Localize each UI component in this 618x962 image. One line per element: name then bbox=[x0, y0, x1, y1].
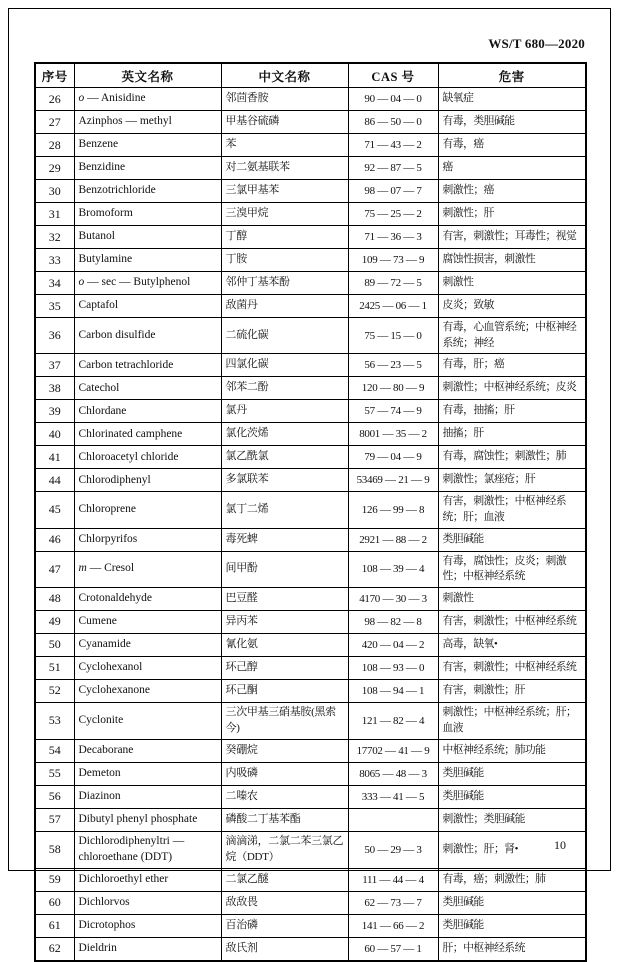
table-row bbox=[35, 88, 586, 111]
row-number-cell: 40 bbox=[35, 423, 74, 446]
chinese-name-cell: 间甲酚 bbox=[221, 551, 348, 587]
hazard-cell: 肝；中枢神经系统 bbox=[438, 937, 586, 961]
table-row bbox=[35, 446, 586, 469]
cas-number-cell: 92 — 87 — 5 bbox=[348, 157, 438, 180]
hazard-cell: 类胆碱能 bbox=[438, 785, 586, 808]
english-name-cell: Dicrotophos bbox=[74, 914, 221, 937]
hazard-cell: 类胆碱能 bbox=[438, 528, 586, 551]
chinese-name-cell: 四氯化碳 bbox=[221, 354, 348, 377]
row-number-cell: 54 bbox=[35, 739, 74, 762]
chinese-name-cell: 异丙苯 bbox=[221, 610, 348, 633]
row-number-cell: 50 bbox=[35, 633, 74, 656]
chinese-name-cell: 毒死蜱 bbox=[221, 528, 348, 551]
row-number-cell: 60 bbox=[35, 891, 74, 914]
table-row bbox=[35, 180, 586, 203]
table-row bbox=[35, 226, 586, 249]
hazard-cell: 刺激性 bbox=[438, 587, 586, 610]
chinese-name-cell: 敌菌丹 bbox=[221, 295, 348, 318]
english-name-cell: Dieldrin bbox=[74, 937, 221, 961]
row-number-cell: 35 bbox=[35, 295, 74, 318]
hazard-cell: 有害，刺激性；中枢神经系统；肝；血液 bbox=[438, 492, 586, 528]
hazard-cell: 皮炎；致敏 bbox=[438, 295, 586, 318]
column-header-4: 危害 bbox=[438, 63, 586, 88]
cas-number-cell: 57 — 74 — 9 bbox=[348, 400, 438, 423]
row-number-cell: 46 bbox=[35, 528, 74, 551]
table-row bbox=[35, 762, 586, 785]
chinese-name-cell: 癸硼烷 bbox=[221, 739, 348, 762]
english-name-cell: Captafol bbox=[74, 295, 221, 318]
chinese-name-cell: 氯丁二烯 bbox=[221, 492, 348, 528]
chinese-name-cell: 甲基谷硫磷 bbox=[221, 111, 348, 134]
english-name-cell: Benzotrichloride bbox=[74, 180, 221, 203]
hazard-cell: 有毒，腐蚀性；刺激性；肺 bbox=[438, 446, 586, 469]
chinese-name-cell: 氰化氨 bbox=[221, 633, 348, 656]
chinese-name-cell: 邻茴香胺 bbox=[221, 88, 348, 111]
table-row bbox=[35, 633, 586, 656]
hazard-cell: 有毒，心血管系统；中枢神经系统；神经 bbox=[438, 318, 586, 354]
hazard-cell: 腐蚀性损害，刺激性 bbox=[438, 249, 586, 272]
english-name-cell: Decaborane bbox=[74, 739, 221, 762]
cas-number-cell: 86 — 50 — 0 bbox=[348, 111, 438, 134]
cas-number-cell: 71 — 36 — 3 bbox=[348, 226, 438, 249]
cas-number-cell: 8065 — 48 — 3 bbox=[348, 762, 438, 785]
cas-number-cell: 98 — 82 — 8 bbox=[348, 610, 438, 633]
row-number-cell: 41 bbox=[35, 446, 74, 469]
cas-number-cell: 4170 — 30 — 3 bbox=[348, 587, 438, 610]
chinese-name-cell: 三溴甲烷 bbox=[221, 203, 348, 226]
english-name-cell: Dichloroethyl ether bbox=[74, 868, 221, 891]
cas-number-cell: 75 — 25 — 2 bbox=[348, 203, 438, 226]
row-number-cell: 57 bbox=[35, 808, 74, 831]
table-row bbox=[35, 203, 586, 226]
row-number-cell: 56 bbox=[35, 785, 74, 808]
english-name-cell: Dibutyl phenyl phosphate bbox=[74, 808, 221, 831]
english-name-cell: Cyclohexanone bbox=[74, 679, 221, 702]
hazard-cell: 有害，刺激性；中枢神经系统 bbox=[438, 656, 586, 679]
cas-number-cell: 60 — 57 — 1 bbox=[348, 937, 438, 961]
hazard-cell: 有毒，抽搐；肝 bbox=[438, 400, 586, 423]
cas-number-cell: 98 — 07 — 7 bbox=[348, 180, 438, 203]
english-name-cell: Catechol bbox=[74, 377, 221, 400]
cas-number-cell: 62 — 73 — 7 bbox=[348, 891, 438, 914]
cas-number-cell: 8001 — 35 — 2 bbox=[348, 423, 438, 446]
english-name-cell: Chlorpyrifos bbox=[74, 528, 221, 551]
cas-number-cell: 121 — 82 — 4 bbox=[348, 702, 438, 739]
english-name-cell: Chloroprene bbox=[74, 492, 221, 528]
row-number-cell: 55 bbox=[35, 762, 74, 785]
table-row bbox=[35, 937, 586, 961]
hazard-cell: 刺激性；癌 bbox=[438, 180, 586, 203]
chinese-name-cell: 环己醇 bbox=[221, 656, 348, 679]
row-number-cell: 45 bbox=[35, 492, 74, 528]
cas-number-cell: 108 — 94 — 1 bbox=[348, 679, 438, 702]
chinese-name-cell: 丁醇 bbox=[221, 226, 348, 249]
table-row bbox=[35, 400, 586, 423]
row-number-cell: 52 bbox=[35, 679, 74, 702]
cas-number-cell: 108 — 39 — 4 bbox=[348, 551, 438, 587]
table-row bbox=[35, 249, 586, 272]
table-row bbox=[35, 551, 586, 587]
cas-number-cell: 50 — 29 — 3 bbox=[348, 831, 438, 868]
english-name-cell: Cyclonite bbox=[74, 702, 221, 739]
english-name-cell: Benzene bbox=[74, 134, 221, 157]
row-number-cell: 53 bbox=[35, 702, 74, 739]
english-name-cell: Azinphos — methyl bbox=[74, 111, 221, 134]
english-name-cell: Bromoform bbox=[74, 203, 221, 226]
chinese-name-cell: 邻仲丁基苯酚 bbox=[221, 272, 348, 295]
cas-number-cell: 120 — 80 — 9 bbox=[348, 377, 438, 400]
cas-number-cell: 420 — 04 — 2 bbox=[348, 633, 438, 656]
english-name-cell: Chlordane bbox=[74, 400, 221, 423]
hazard-cell: 刺激性；类胆碱能 bbox=[438, 808, 586, 831]
hazard-cell: 类胆碱能 bbox=[438, 762, 586, 785]
hazard-cell: 有毒，癌 bbox=[438, 134, 586, 157]
table-row bbox=[35, 679, 586, 702]
cas-number-cell bbox=[348, 808, 438, 831]
chinese-name-cell: 内吸磷 bbox=[221, 762, 348, 785]
hazard-cell: 中枢神经系统；肺功能 bbox=[438, 739, 586, 762]
row-number-cell: 49 bbox=[35, 610, 74, 633]
english-name-cell: Benzidine bbox=[74, 157, 221, 180]
table-row bbox=[35, 157, 586, 180]
column-header-3: CAS 号 bbox=[348, 63, 438, 88]
hazard-cell: 刺激性 bbox=[438, 272, 586, 295]
english-name-cell: Demeton bbox=[74, 762, 221, 785]
cas-number-cell: 90 — 04 — 0 bbox=[348, 88, 438, 111]
hazard-cell: 有毒，腐蚀性；皮炎；刺激性；中枢神经系统 bbox=[438, 551, 586, 587]
table-row bbox=[35, 377, 586, 400]
row-number-cell: 47 bbox=[35, 551, 74, 587]
english-name-cell: Chlorodiphenyl bbox=[74, 469, 221, 492]
english-name-cell: Cumene bbox=[74, 610, 221, 633]
chinese-name-cell: 二氯乙醚 bbox=[221, 868, 348, 891]
english-name-cell: m — Cresol bbox=[74, 551, 221, 587]
row-number-cell: 30 bbox=[35, 180, 74, 203]
table-row bbox=[35, 111, 586, 134]
cas-number-cell: 89 — 72 — 5 bbox=[348, 272, 438, 295]
cas-number-cell: 126 — 99 — 8 bbox=[348, 492, 438, 528]
hazard-cell: 有害，刺激性；中枢神经系统 bbox=[438, 610, 586, 633]
chinese-name-cell: 百治磷 bbox=[221, 914, 348, 937]
table-row bbox=[35, 891, 586, 914]
table-row bbox=[35, 354, 586, 377]
english-name-cell: Crotonaldehyde bbox=[74, 587, 221, 610]
chinese-name-cell: 敌敌畏 bbox=[221, 891, 348, 914]
chinese-name-cell: 敌氏剂 bbox=[221, 937, 348, 961]
cas-number-cell: 75 — 15 — 0 bbox=[348, 318, 438, 354]
cas-number-cell: 17702 — 41 — 9 bbox=[348, 739, 438, 762]
english-name-cell: o — sec — Butylphenol bbox=[74, 272, 221, 295]
row-number-cell: 59 bbox=[35, 868, 74, 891]
cas-number-cell: 111 — 44 — 4 bbox=[348, 868, 438, 891]
row-number-cell: 51 bbox=[35, 656, 74, 679]
hazard-cell: 类胆碱能 bbox=[438, 891, 586, 914]
hazard-cell: 有害，刺激性；肝 bbox=[438, 679, 586, 702]
hazard-cell: 有毒，癌；刺激性；肺 bbox=[438, 868, 586, 891]
table-row bbox=[35, 914, 586, 937]
page-number: 10 bbox=[554, 838, 566, 852]
cas-number-cell: 53469 — 21 — 9 bbox=[348, 469, 438, 492]
english-name-cell: Chlorinated camphene bbox=[74, 423, 221, 446]
table-row bbox=[35, 610, 586, 633]
row-number-cell: 36 bbox=[35, 318, 74, 354]
hazard-cell: 有毒，类胆碱能 bbox=[438, 111, 586, 134]
chinese-name-cell: 氯化茨烯 bbox=[221, 423, 348, 446]
english-name-cell: Cyanamide bbox=[74, 633, 221, 656]
row-number-cell: 34 bbox=[35, 272, 74, 295]
cas-number-cell: 71 — 43 — 2 bbox=[348, 134, 438, 157]
chinese-name-cell: 滴滴涕，二氯二苯三氯乙烷（DDT） bbox=[221, 831, 348, 868]
english-name-cell: Diazinon bbox=[74, 785, 221, 808]
table-row bbox=[35, 702, 586, 739]
cas-number-cell: 79 — 04 — 9 bbox=[348, 446, 438, 469]
table-row bbox=[35, 423, 586, 446]
chinese-name-cell: 巴豆醛 bbox=[221, 587, 348, 610]
row-number-cell: 32 bbox=[35, 226, 74, 249]
table-row bbox=[35, 808, 586, 831]
chinese-name-cell: 邻苯二酚 bbox=[221, 377, 348, 400]
chinese-name-cell: 二嗪农 bbox=[221, 785, 348, 808]
row-number-cell: 58 bbox=[35, 831, 74, 868]
cas-number-cell: 2921 — 88 — 2 bbox=[348, 528, 438, 551]
table-row bbox=[35, 785, 586, 808]
table-row bbox=[35, 469, 586, 492]
chinese-name-cell: 磷酸二丁基苯酯 bbox=[221, 808, 348, 831]
table-row bbox=[35, 528, 586, 551]
row-number-cell: 28 bbox=[35, 134, 74, 157]
chinese-name-cell: 三氯甲基苯 bbox=[221, 180, 348, 203]
english-name-cell: Carbon tetrachloride bbox=[74, 354, 221, 377]
row-number-cell: 33 bbox=[35, 249, 74, 272]
hazard-cell: 刺激性；中枢神经系统；肝；血液 bbox=[438, 702, 586, 739]
chinese-name-cell: 氯丹 bbox=[221, 400, 348, 423]
column-header-1: 英文名称 bbox=[74, 63, 221, 88]
table-row bbox=[35, 295, 586, 318]
cas-number-cell: 141 — 66 — 2 bbox=[348, 914, 438, 937]
table-row bbox=[35, 868, 586, 891]
table-row bbox=[35, 272, 586, 295]
cas-number-cell: 2425 — 06 — 1 bbox=[348, 295, 438, 318]
chinese-name-cell: 多氯联苯 bbox=[221, 469, 348, 492]
english-name-cell: Cyclohexanol bbox=[74, 656, 221, 679]
row-number-cell: 48 bbox=[35, 587, 74, 610]
row-number-cell: 26 bbox=[35, 88, 74, 111]
hazard-cell: 高毒，缺氧• bbox=[438, 633, 586, 656]
chinese-name-cell: 环己酮 bbox=[221, 679, 348, 702]
english-name-cell: o — Anisidine bbox=[74, 88, 221, 111]
hazard-cell: 有毒，肝；癌 bbox=[438, 354, 586, 377]
standard-code: WS/T 680—2020 bbox=[488, 36, 585, 51]
chinese-name-cell: 二硫化碳 bbox=[221, 318, 348, 354]
table-row bbox=[35, 134, 586, 157]
row-number-cell: 62 bbox=[35, 937, 74, 961]
table-row bbox=[35, 587, 586, 610]
hazard-cell: 刺激性；肝 bbox=[438, 203, 586, 226]
english-name-cell: Dichlorodiphenyltri — chloroethane (DDT) bbox=[74, 831, 221, 868]
english-name-cell: Chloroacetyl chloride bbox=[74, 446, 221, 469]
row-number-cell: 61 bbox=[35, 914, 74, 937]
hazard-cell: 类胆碱能 bbox=[438, 914, 586, 937]
chinese-name-cell: 氯乙酰氯 bbox=[221, 446, 348, 469]
hazard-cell: 有害，刺激性；耳毒性；视觉 bbox=[438, 226, 586, 249]
cas-number-cell: 109 — 73 — 9 bbox=[348, 249, 438, 272]
row-number-cell: 31 bbox=[35, 203, 74, 226]
column-header-0: 序号 bbox=[35, 63, 74, 88]
table-row bbox=[35, 739, 586, 762]
english-name-cell: Dichlorvos bbox=[74, 891, 221, 914]
row-number-cell: 37 bbox=[35, 354, 74, 377]
chinese-name-cell: 丁胺 bbox=[221, 249, 348, 272]
column-header-2: 中文名称 bbox=[221, 63, 348, 88]
hazard-cell: 癌 bbox=[438, 157, 586, 180]
row-number-cell: 39 bbox=[35, 400, 74, 423]
row-number-cell: 29 bbox=[35, 157, 74, 180]
row-number-cell: 38 bbox=[35, 377, 74, 400]
hazard-cell: 刺激性；氯痤疮；肝 bbox=[438, 469, 586, 492]
hazard-cell: 抽搐；肝 bbox=[438, 423, 586, 446]
table-container bbox=[34, 62, 587, 962]
table-row bbox=[35, 318, 586, 354]
chinese-name-cell: 对二氨基联苯 bbox=[221, 157, 348, 180]
table-row bbox=[35, 656, 586, 679]
row-number-cell: 44 bbox=[35, 469, 74, 492]
chinese-name-cell: 苯 bbox=[221, 134, 348, 157]
english-name-cell: Carbon disulfide bbox=[74, 318, 221, 354]
row-number-cell: 27 bbox=[35, 111, 74, 134]
hazard-cell: 缺氧症 bbox=[438, 88, 586, 111]
chinese-name-cell: 三次甲基三硝基胺(黑索今) bbox=[221, 702, 348, 739]
hazard-cell: 刺激性；肝；肾• bbox=[438, 831, 586, 868]
chemical-hazard-table bbox=[34, 62, 587, 962]
table-header-row bbox=[35, 63, 586, 88]
cas-number-cell: 56 — 23 — 5 bbox=[348, 354, 438, 377]
hazard-cell: 刺激性；中枢神经系统；皮炎 bbox=[438, 377, 586, 400]
english-name-cell: Butanol bbox=[74, 226, 221, 249]
cas-number-cell: 108 — 93 — 0 bbox=[348, 656, 438, 679]
english-name-cell: Butylamine bbox=[74, 249, 221, 272]
table-row bbox=[35, 492, 586, 528]
cas-number-cell: 333 — 41 — 5 bbox=[348, 785, 438, 808]
